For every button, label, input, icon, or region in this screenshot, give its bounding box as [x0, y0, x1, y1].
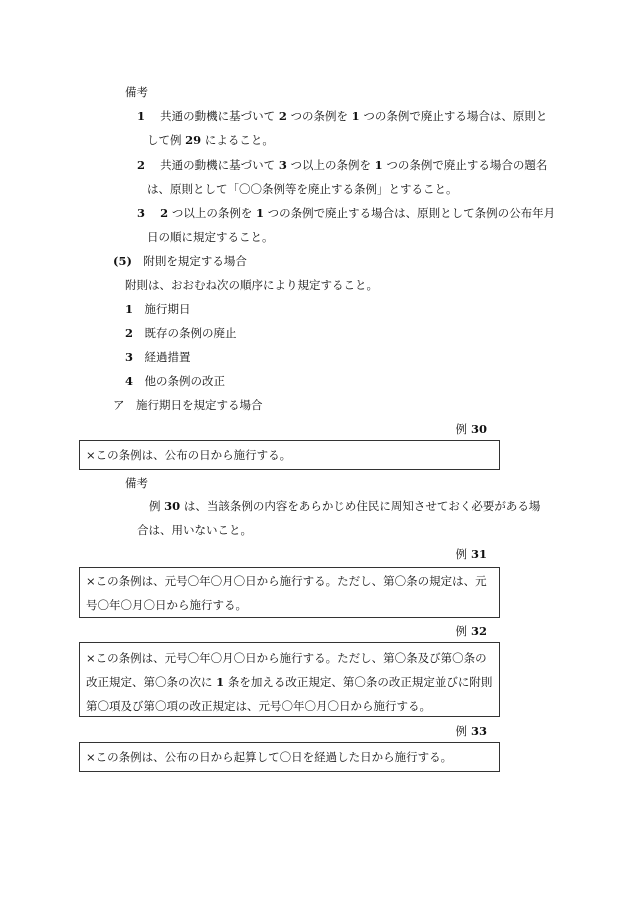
remark-item-3-line1: 3 2 つ以上の条例を 1 つの条例で廃止する場合は、原則として条例の公布年月 [137, 206, 556, 220]
example-33-text: ×この条例は、公布の日から起算して〇日を経過した日から施行する。 [86, 750, 453, 764]
example-32-box [79, 642, 500, 717]
example-32-line2: 改正規定、第〇条の次に 1 条を加える改正規定、第〇条の改正規定並びに附則 [86, 675, 493, 689]
order-item: 4 他の条例の改正 [125, 374, 226, 388]
order-item: 1 施行期日 [125, 302, 191, 316]
remarks-heading: 備考 [125, 85, 148, 99]
section-5-heading: (5) 附則を規定する場合 [113, 254, 247, 268]
remark-item-2-line2: は、原則として「〇〇条例等を廃止する条例」とすること。 [147, 182, 458, 196]
example-31-line2: 号〇年〇月〇日から施行する。 [86, 598, 247, 612]
example-31-box [79, 567, 500, 618]
remark-item-1-line2: して例 29 によること。 [147, 133, 274, 147]
example-31-line1: ×この条例は、元号〇年〇月〇日から施行する。ただし、第〇条の規定は、元 [86, 574, 487, 588]
example-31-label: 例 31 [455, 547, 487, 561]
remarks-heading-2: 備考 [125, 476, 148, 490]
order-item: 2 既存の条例の廃止 [125, 326, 237, 340]
remark-item-3-line2: 日の順に規定すること。 [147, 230, 274, 244]
remarks-2-line1: 例 30 は、当該条例の内容をあらかじめ住民に周知させておく必要がある場 [149, 499, 541, 513]
section-5-intro: 附則は、おおむね次の順序により規定すること。 [125, 278, 378, 292]
example-32-line3: 第〇項及び第〇項の改正規定は、元号〇年〇月〇日から施行する。 [86, 699, 431, 713]
remark-item-1-line1: 1 共通の動機に基づいて 2 つの条例を 1 つの条例で廃止する場合は、原則と [137, 109, 548, 123]
example-32-label: 例 32 [455, 624, 487, 638]
example-33-label: 例 33 [455, 724, 487, 738]
order-item: 3 経過措置 [125, 350, 191, 364]
example-32-line1: ×この条例は、元号〇年〇月〇日から施行する。ただし、第〇条及び第〇条の [86, 651, 487, 665]
remarks-2-line2: 合は、用いないこと。 [137, 523, 252, 537]
remark-item-2-line1: 2 共通の動機に基づいて 3 つ以上の条例を 1 つの条例で廃止する場合の題名 [137, 158, 548, 172]
example-30-label: 例 30 [455, 422, 487, 436]
subsection-a-heading: ア 施行期日を規定する場合 [113, 398, 263, 412]
example-30-text: ×この条例は、公布の日から施行する。 [86, 448, 292, 462]
example-30-box [79, 440, 500, 470]
example-33-box [79, 742, 500, 772]
